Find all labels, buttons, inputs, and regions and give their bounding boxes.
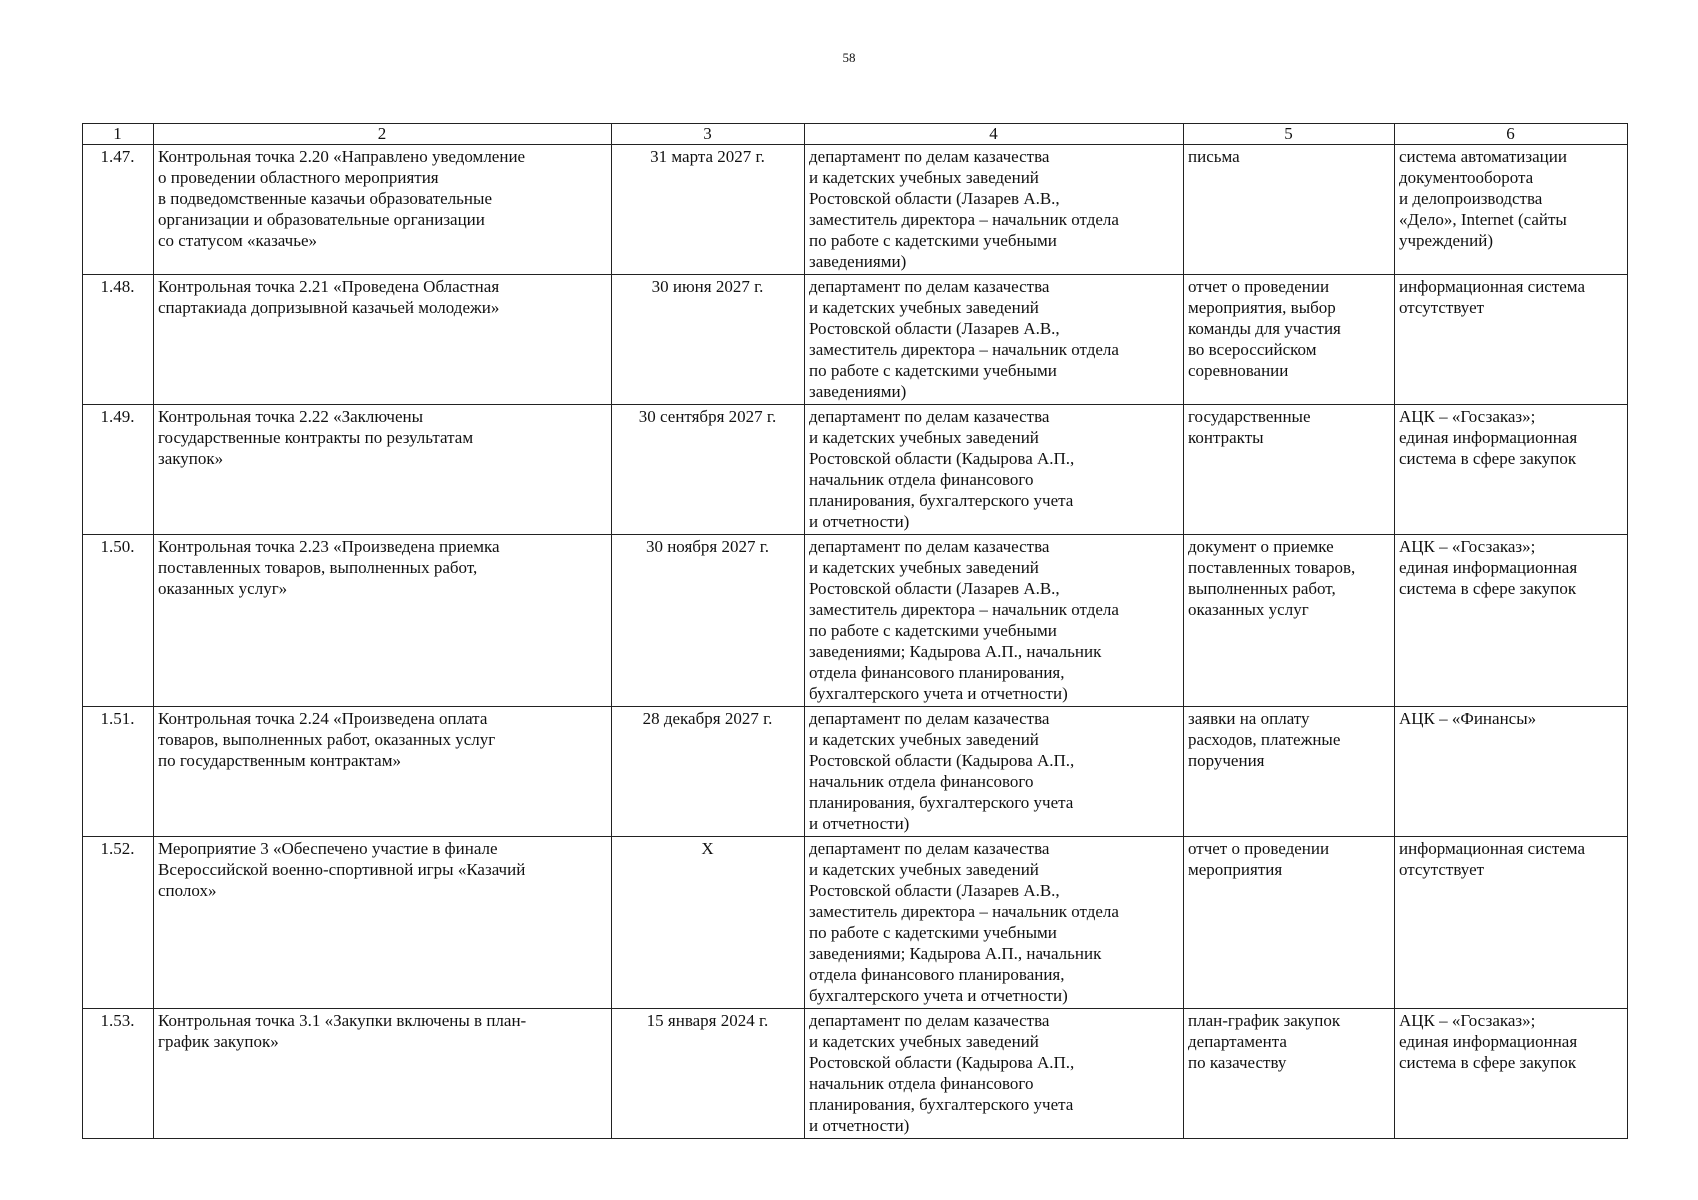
information-system-cell: АЦК – «Госзаказ»; единая информационная система в сфере закупок [1395,535,1628,707]
document-cell: заявки на оплату расходов, платежные поручения [1184,707,1395,837]
information-system-cell: система автоматизации документооборота и делопроизводства «Дело», Internet (сайты учреждений) [1395,145,1628,275]
plan-table [82,123,1628,1139]
table-row [83,1009,1628,1139]
responsible-cell: департамент по делам казачества и кадетских учебных заведений Ростовской области (Кадырова А.П., начальник отдела финансового планирования, бухгалтерского учета и отчетности) [805,1009,1184,1139]
deadline-cell: 30 июня 2027 г. [612,275,805,405]
event-cell: Мероприятие 3 «Обеспечено участие в финале Всероссийской военно-спортивной игры «Казачий сполох» [154,837,612,1009]
row-number-cell: 1.50. [83,535,154,707]
information-system-cell: информационная система отсутствует [1395,837,1628,1009]
column-number-1: 1 [83,124,154,145]
responsible-cell: департамент по делам казачества и кадетских учебных заведений Ростовской области (Лазарев А.В., заместитель директора – начальник отдела по работе с кадетскими учебными заведениями; Кадырова А.П., начальник отдела финансового планирования, бухгалтерского учета и отчетности) [805,837,1184,1009]
document-cell: письма [1184,145,1395,275]
deadline-cell: 31 марта 2027 г. [612,145,805,275]
table-row [83,405,1628,535]
document-cell: документ о приемке поставленных товаров, выполненных работ, оказанных услуг [1184,535,1395,707]
deadline-cell: 28 декабря 2027 г. [612,707,805,837]
plan-table-body [83,124,1628,1139]
document-cell: отчет о проведении мероприятия, выбор команды для участия во всероссийском соревновании [1184,275,1395,405]
responsible-cell: департамент по делам казачества и кадетских учебных заведений Ростовской области (Кадырова А.П., начальник отдела финансового планирования, бухгалтерского учета и отчетности) [805,405,1184,535]
column-number-5: 5 [1184,124,1395,145]
document-cell: государственные контракты [1184,405,1395,535]
row-number-cell: 1.53. [83,1009,154,1139]
row-number-cell: 1.51. [83,707,154,837]
responsible-cell: департамент по делам казачества и кадетских учебных заведений Ростовской области (Лазарев А.В., заместитель директора – начальник отдела по работе с кадетскими учебными заведениями) [805,145,1184,275]
event-cell: Контрольная точка 2.20 «Направлено уведомление о проведении областного мероприятия в подведомственные казачьи образовательные организации и образовательные организации со статусом «казачье» [154,145,612,275]
row-number-cell: 1.48. [83,275,154,405]
column-number-6: 6 [1395,124,1628,145]
deadline-cell: 15 января 2024 г. [612,1009,805,1139]
event-cell: Контрольная точка 3.1 «Закупки включены в план- график закупок» [154,1009,612,1139]
information-system-cell: информационная система отсутствует [1395,275,1628,405]
responsible-cell: департамент по делам казачества и кадетских учебных заведений Ростовской области (Лазарев А.В., заместитель директора – начальник отдела по работе с кадетскими учебными заведениями; Кадырова А.П., начальник отдела финансового планирования, бухгалтерского учета и отчетности) [805,535,1184,707]
column-number-2: 2 [154,124,612,145]
table-row [83,275,1628,405]
table-header-row [83,124,1628,145]
event-cell: Контрольная точка 2.22 «Заключены государственные контракты по результатам закупок» [154,405,612,535]
document-cell: план-график закупок департамента по казачеству [1184,1009,1395,1139]
table-row [83,707,1628,837]
information-system-cell: АЦК – «Госзаказ»; единая информационная система в сфере закупок [1395,405,1628,535]
responsible-cell: департамент по делам казачества и кадетских учебных заведений Ростовской области (Кадырова А.П., начальник отдела финансового планирования, бухгалтерского учета и отчетности) [805,707,1184,837]
row-number-cell: 1.52. [83,837,154,1009]
table-row [83,837,1628,1009]
row-number-cell: 1.49. [83,405,154,535]
table-row [83,145,1628,275]
event-cell: Контрольная точка 2.21 «Проведена Областная спартакиада допризывной казачьей молодежи» [154,275,612,405]
responsible-cell: департамент по делам казачества и кадетских учебных заведений Ростовской области (Лазарев А.В., заместитель директора – начальник отдела по работе с кадетскими учебными заведениями) [805,275,1184,405]
row-number-cell: 1.47. [83,145,154,275]
deadline-cell: 30 сентября 2027 г. [612,405,805,535]
deadline-cell: 30 ноября 2027 г. [612,535,805,707]
page-number: 58 [842,50,856,65]
table-row [83,535,1628,707]
information-system-cell: АЦК – «Госзаказ»; единая информационная система в сфере закупок [1395,1009,1628,1139]
column-number-4: 4 [805,124,1184,145]
column-number-3: 3 [612,124,805,145]
event-cell: Контрольная точка 2.23 «Произведена приемка поставленных товаров, выполненных работ, оказанных услуг» [154,535,612,707]
deadline-cell: X [612,837,805,1009]
document-cell: отчет о проведении мероприятия [1184,837,1395,1009]
information-system-cell: АЦК – «Финансы» [1395,707,1628,837]
event-cell: Контрольная точка 2.24 «Произведена оплата товаров, выполненных работ, оказанных услуг по государственным контрактам» [154,707,612,837]
